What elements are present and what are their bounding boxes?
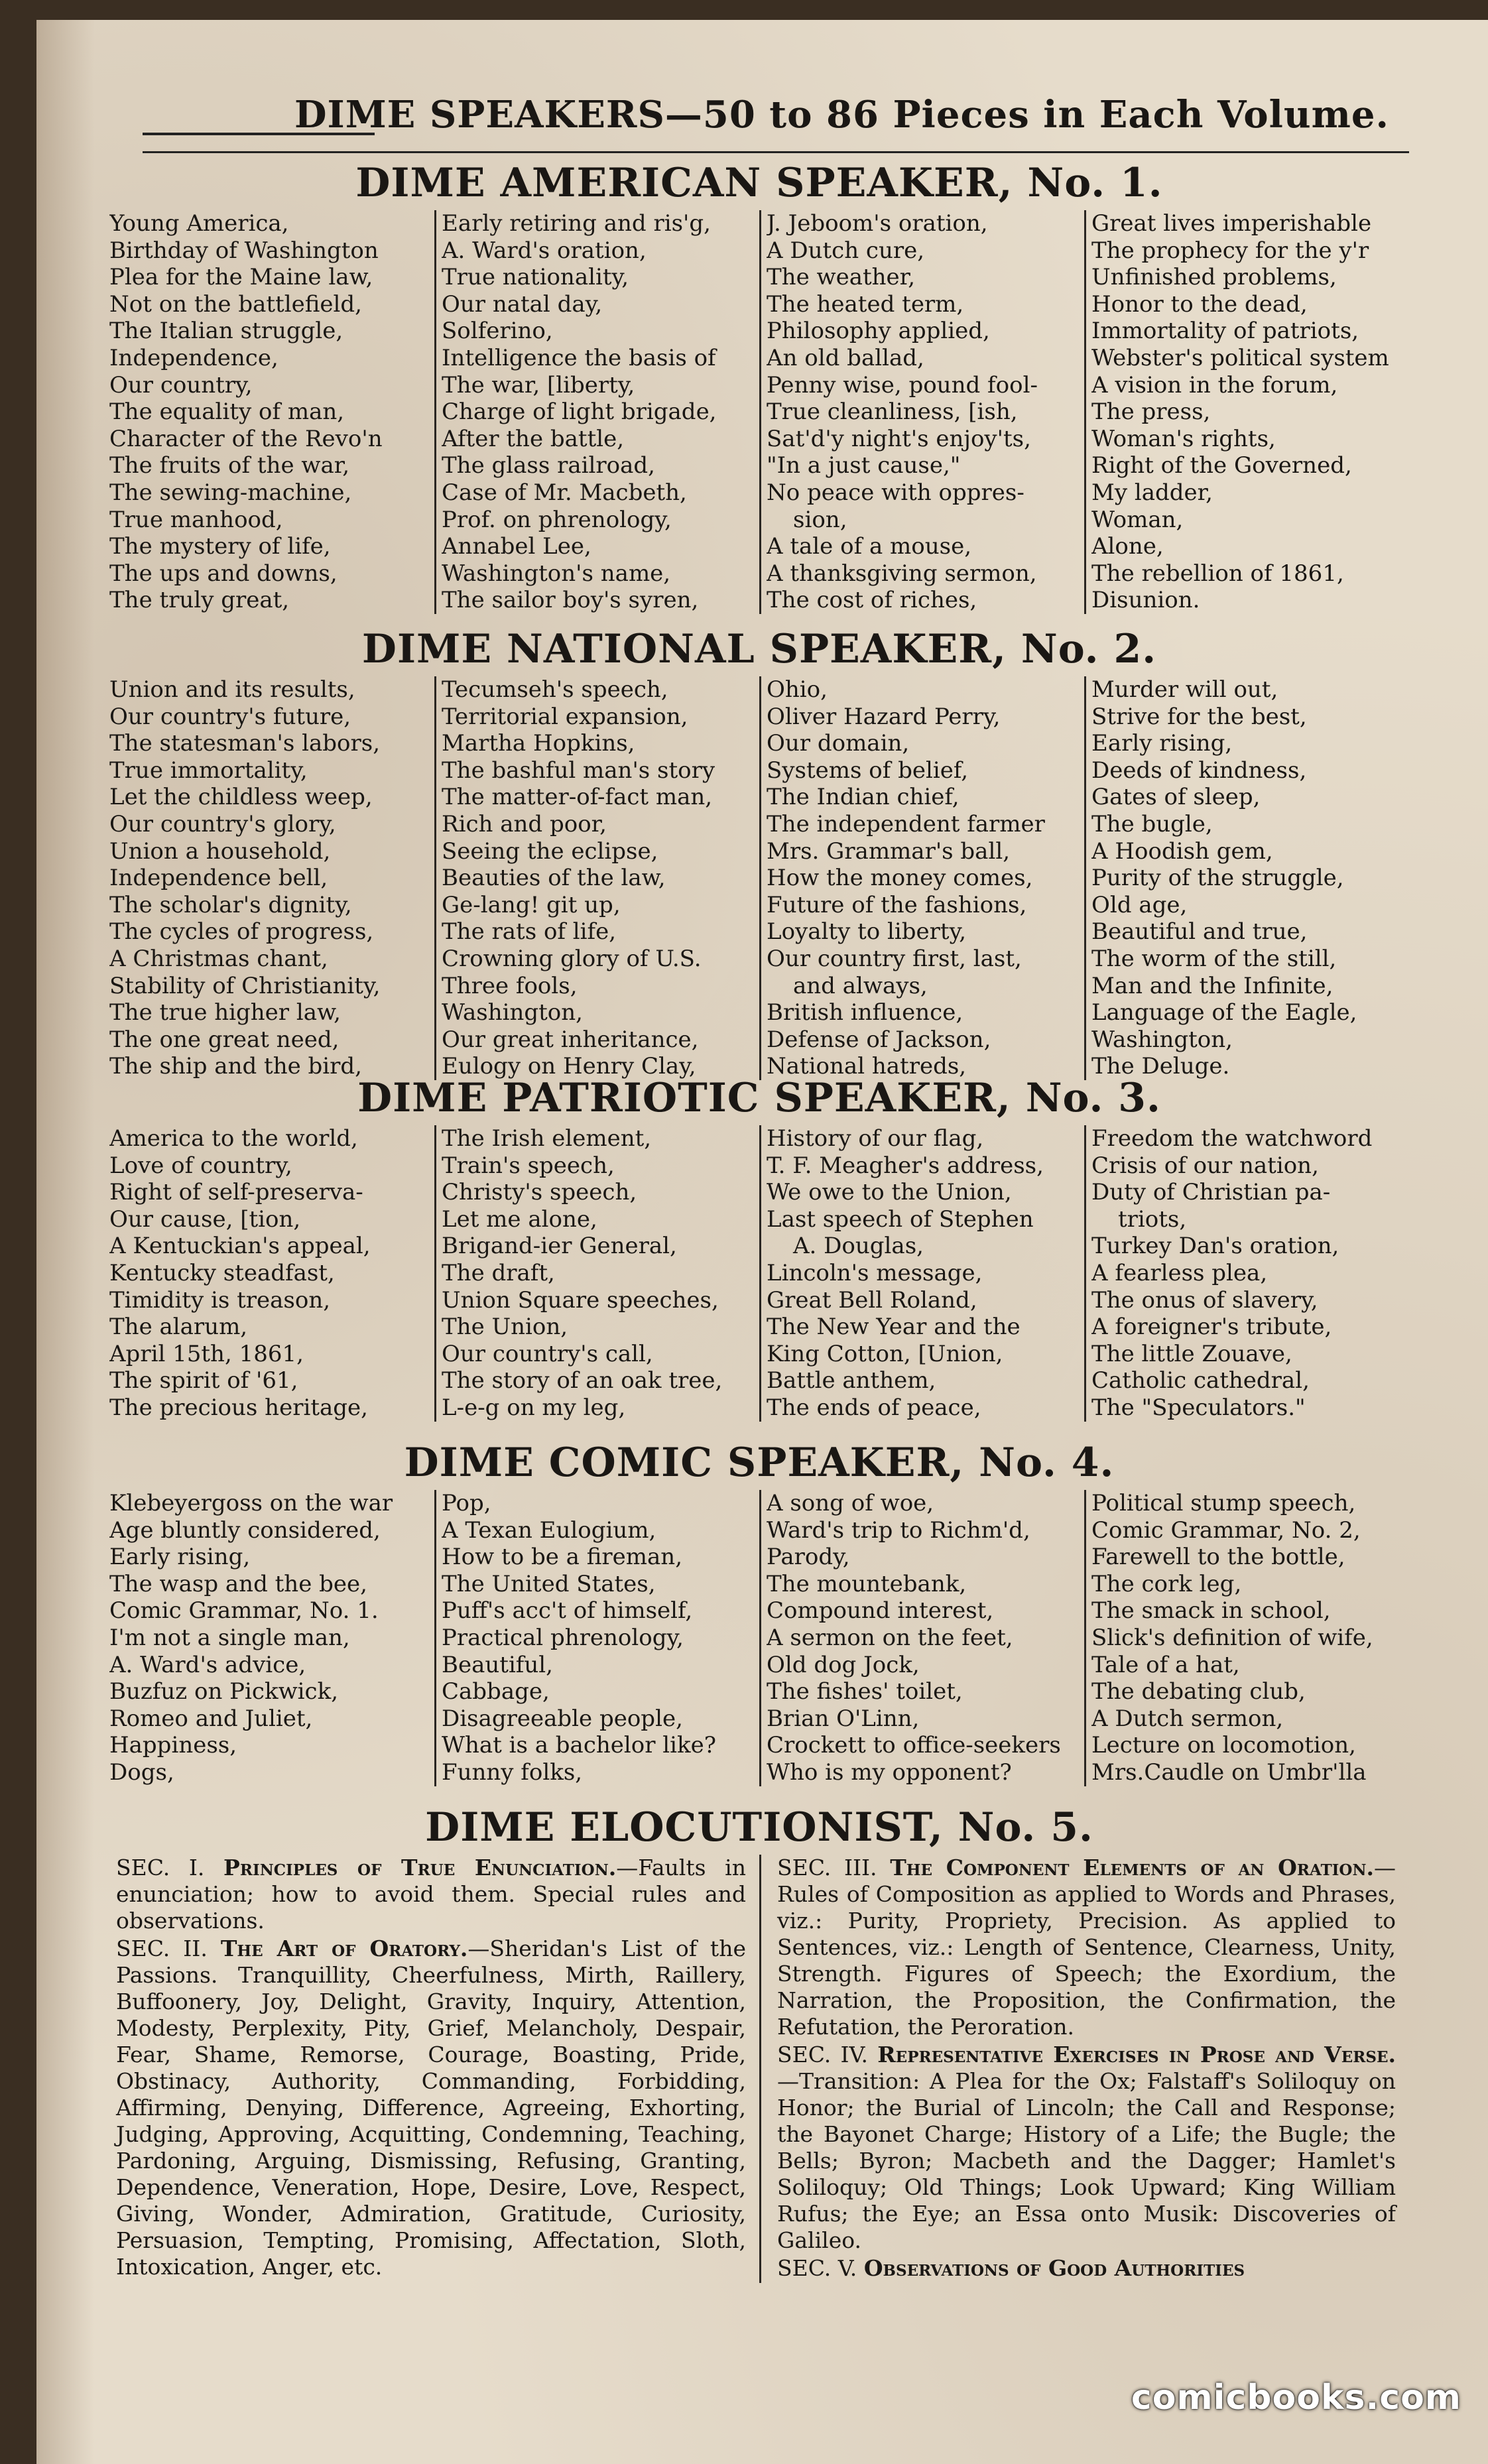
list-item: The onus of slavery, — [1091, 1286, 1318, 1314]
section-title: DIME COMIC SPEAKER, No. 4. — [404, 1440, 1115, 1486]
list-item: Happiness, — [109, 1732, 237, 1759]
column-4 — [1084, 1490, 1409, 1786]
list-item: The rats of life, — [442, 918, 617, 946]
list-item: Freedom the watchword — [1091, 1125, 1373, 1152]
list-item: Union a household, — [109, 837, 331, 865]
list-item: Love of country, — [109, 1152, 292, 1179]
list-item: Birthday of Washington — [109, 237, 379, 264]
section-columns — [109, 210, 1409, 614]
list-item: The one great need, — [109, 1026, 340, 1053]
list-item: Philosophy applied, — [767, 318, 990, 345]
list-item: A tale of a mouse, — [767, 533, 972, 560]
column-2 — [434, 676, 759, 1080]
list-item: We owe to the Union, — [767, 1179, 1012, 1206]
section-heading: The Component Elements of an Oration. — [890, 1855, 1374, 1880]
list-item: The scholar's dignity, — [109, 891, 352, 918]
list-item: The story of an oak tree, — [442, 1367, 723, 1394]
list-item: The fishes' toilet, — [767, 1678, 963, 1705]
list-item: Ward's trip to Richm'd, — [767, 1516, 1030, 1544]
list-item: Great lives imperishable — [1091, 210, 1372, 237]
list-item: Brian O'Linn, — [767, 1705, 920, 1732]
list-item: Political stump speech, — [1091, 1490, 1356, 1516]
list-item: Stability of Christianity, — [109, 972, 381, 999]
list-item: Our country's future, — [109, 703, 351, 730]
list-item: The mountebank, — [767, 1570, 967, 1597]
list-item: Union and its results, — [109, 676, 355, 703]
list-item: The war, [liberty, — [442, 371, 635, 399]
column-3 — [759, 676, 1084, 1080]
list-item: A. Ward's advice, — [109, 1651, 306, 1678]
list-item: Lincoln's message, — [767, 1259, 983, 1286]
list-item: Murder will out, — [1091, 676, 1278, 703]
list-item: Our domain, — [767, 730, 910, 757]
list-item: Our country, — [109, 371, 253, 399]
column-1 — [109, 1490, 434, 1786]
column-3 — [759, 210, 1084, 614]
section-title: DIME ELOCUTIONIST, No. 5. — [425, 1804, 1093, 1851]
list-item: Disagreeable people, — [442, 1705, 683, 1732]
list-item: King Cotton, [Union, — [767, 1340, 1003, 1367]
section-elocutionist — [109, 1800, 1409, 2283]
section-heading: Observations of Good Authorities — [863, 2255, 1245, 2281]
section-columns — [109, 1125, 1409, 1422]
list-item: Rich and poor, — [442, 810, 607, 837]
list-item: Eulogy on Henry Clay, — [442, 1053, 696, 1080]
list-item: Battle anthem, — [767, 1367, 936, 1394]
list-item: Intelligence the basis of — [442, 344, 716, 371]
list-item: A Christmas chant, — [109, 945, 328, 972]
section-american-speaker — [109, 156, 1409, 614]
list-item: History of our flag, — [767, 1125, 984, 1152]
list-item: Lecture on locomotion, — [1091, 1732, 1356, 1759]
list-item: Loyalty to liberty, — [767, 918, 967, 946]
list-item: The prophecy for the y'r — [1091, 237, 1369, 264]
list-item: T. F. Meagher's address, — [767, 1152, 1044, 1179]
list-item: How the money comes, — [767, 865, 1033, 892]
list-item: Plea for the Maine law, — [109, 264, 373, 291]
list-item: Oliver Hazard Perry, — [767, 703, 1001, 730]
column-3 — [759, 1125, 1084, 1422]
list-item: L-e-g on my leg, — [442, 1394, 626, 1421]
list-item: The New Year and the — [767, 1314, 1021, 1341]
list-item: Cabbage, — [442, 1678, 550, 1705]
list-item: The Union, — [442, 1314, 568, 1341]
list-item: A song of woe, — [767, 1490, 934, 1516]
list-item: Our great inheritance, — [442, 1026, 699, 1053]
list-item: A. Ward's oration, — [442, 237, 647, 264]
list-item: The bugle, — [1091, 810, 1213, 837]
elocution-right-column — [759, 1855, 1409, 2283]
list-item: Comic Grammar, No. 2, — [1091, 1516, 1361, 1544]
list-item: Old age, — [1091, 891, 1188, 918]
list-item: Duty of Christian pa- — [1091, 1179, 1331, 1206]
list-item: Mrs.Caudle on Umbr'lla — [1091, 1758, 1367, 1786]
section-title: DIME PATRIOTIC SPEAKER, No. 3. — [357, 1075, 1161, 1121]
list-item: Gates of sleep, — [1091, 784, 1261, 811]
list-item: The alarum, — [109, 1314, 248, 1341]
section-title: DIME NATIONAL SPEAKER, No. 2. — [361, 626, 1157, 672]
list-item: Great Bell Roland, — [767, 1286, 977, 1314]
list-item: I'm not a single man, — [109, 1624, 350, 1651]
list-item: Honor to the dead, — [1091, 290, 1308, 318]
section-label: SEC. I. — [116, 1855, 205, 1880]
section-label: SEC. IV. — [777, 2042, 869, 2067]
column-4 — [1084, 676, 1409, 1080]
list-item: The precious heritage, — [109, 1394, 368, 1421]
list-item: Farewell to the bottle, — [1091, 1544, 1345, 1571]
list-item: Parody, — [767, 1544, 850, 1571]
column-1 — [109, 210, 434, 614]
list-item: A Dutch cure, — [767, 237, 925, 264]
list-item: A sermon on the feet, — [767, 1624, 1013, 1651]
book-page — [36, 20, 1488, 2464]
list-item: Dogs, — [109, 1758, 174, 1786]
list-item: The sewing-machine, — [109, 479, 352, 506]
list-item: How to be a fireman, — [442, 1544, 683, 1571]
section-comic-speaker — [109, 1436, 1409, 1786]
list-item: Independence, — [109, 344, 279, 371]
elocution-left-column — [109, 1855, 759, 2283]
list-item: A thanksgiving sermon, — [767, 560, 1037, 587]
section-columns — [109, 1490, 1409, 1786]
list-item: April 15th, 1861, — [109, 1340, 304, 1367]
list-item: Beautiful and true, — [1091, 918, 1308, 946]
list-item: Slick's definition of wife, — [1091, 1624, 1373, 1651]
list-item: The fruits of the war, — [109, 452, 350, 479]
section-heading: Principles of True Enunciation. — [223, 1855, 617, 1880]
section-text: —Transition: A Plea for the Ox; Falstaff's Soliloquy on Honor; the Burial of Lincoln; the Call and Response; the Bayonet Charge; History of a Life; the Bugle; the Bells; Byron; Macbeth and the Dagger; Hamlet's Soliloquy; Old Things; Look Upward; King William Rufus; the Eye; an Essa onto Musik: Discoveries of Galileo. — [777, 2068, 1396, 2253]
list-item: Man and the Infinite, — [1091, 972, 1333, 999]
list-item: Kentucky steadfast, — [109, 1259, 335, 1286]
list-item: Washington, — [1091, 1026, 1233, 1053]
section-text: —Rules of Composition as applied to Words and Phrases, viz.: Purity, Propriety, Precision. As applied to Sentences, viz.: Length of Sentence, Clearness, Unity, Strength. Figures of Speech; the Exordium, the Narration, the Proposition, the Confirmation, the Refutation, the Peroration. — [777, 1855, 1396, 2040]
list-item: Tale of a hat, — [1091, 1651, 1240, 1678]
list-item: The bashful man's story — [442, 757, 715, 784]
list-item: Beautiful, — [442, 1651, 553, 1678]
list-item: Union Square speeches, — [442, 1286, 719, 1314]
list-item: Independence bell, — [109, 865, 328, 892]
header-rule — [143, 151, 1409, 153]
list-item: The cost of riches, — [767, 587, 977, 614]
list-item: Annabel Lee, — [442, 533, 591, 560]
list-item: Seeing the eclipse, — [442, 837, 658, 865]
list-item: Crowning glory of U.S. — [442, 945, 702, 972]
list-item: The equality of man, — [109, 399, 345, 426]
list-item: Disunion. — [1091, 587, 1200, 614]
column-3 — [759, 1490, 1084, 1786]
list-item: Let me alone, — [442, 1205, 597, 1233]
list-item: Right of the Governed, — [1091, 452, 1352, 479]
list-item: Case of Mr. Macbeth, — [442, 479, 687, 506]
section-label: SEC. V. — [777, 2255, 857, 2281]
section-national-speaker — [109, 622, 1409, 1080]
list-item: "In a just cause," — [767, 452, 961, 479]
list-item: A foreigner's tribute, — [1091, 1314, 1332, 1341]
list-item: The United States, — [442, 1570, 656, 1597]
section-paragraph — [116, 1855, 746, 1934]
list-item: Puff's acc't of himself, — [442, 1597, 693, 1625]
list-item: Compound interest, — [767, 1597, 994, 1625]
column-2 — [434, 1125, 759, 1422]
list-item: Unfinished problems, — [1091, 264, 1337, 291]
list-item: A vision in the forum, — [1091, 371, 1338, 399]
list-item: Crockett to office-seekers — [767, 1732, 1061, 1759]
column-4 — [1084, 210, 1409, 614]
list-item: The matter-of-fact man, — [442, 784, 713, 811]
running-head — [90, 86, 1409, 149]
list-item: The heated term, — [767, 290, 964, 318]
column-1 — [109, 1125, 434, 1422]
list-item: Turkey Dan's oration, — [1091, 1233, 1339, 1260]
list-item: After the battle, — [442, 425, 625, 452]
list-item: Our country's call, — [442, 1340, 653, 1367]
list-item: Future of the fashions, — [767, 891, 1027, 918]
column-2 — [434, 1490, 759, 1786]
list-item: Three fools, — [442, 972, 578, 999]
section-paragraph — [777, 2255, 1396, 2282]
section-paragraph — [777, 2042, 1396, 2254]
list-item: The press, — [1091, 399, 1211, 426]
column-4 — [1084, 1125, 1409, 1422]
list-item: Territorial expansion, — [442, 703, 688, 730]
list-item: True cleanliness, [ish, — [767, 399, 1018, 426]
list-item: The Indian chief, — [767, 784, 960, 811]
watermark: comicbooks.com — [1131, 2378, 1461, 2418]
list-item: Who is my opponent? — [767, 1758, 1012, 1786]
list-item: and always, — [793, 972, 928, 999]
list-item: Old dog Jock, — [767, 1651, 920, 1678]
section-text: —Sheridan's List of the Passions. Tranquillity, Cheerfulness, Mirth, Raillery, Buffoonery, Joy, Delight, Gravity, Inquiry, Attention, Modesty, Perplexity, Pity, Grief, Melancholy, Despair, Fear, Shame, Remorse, Courage, Boasting, Pride, Obstinacy, Authority, Commanding, Forbidding, Affirming, Denying, Difference, Agreeing, Exhorting, Judging, Approving, Acquitting, Condemning, Teaching, Pardoning, Arguing, Dismissing, Refusing, Granting, Dependence, Veneration, Hope, Desire, Love, Respect, Giving, Wonder, Admiration, Gratitude, Curiosity, Persuasion, Tempting, Promising, Affectation, Sloth, Intoxication, Anger, etc. — [116, 1936, 746, 2280]
list-item: The cork leg, — [1091, 1570, 1242, 1597]
list-item: The mystery of life, — [109, 533, 331, 560]
list-item: The sailor boy's syren, — [442, 587, 699, 614]
list-item: The independent farmer — [767, 810, 1045, 837]
list-item: The rebellion of 1861, — [1091, 560, 1344, 587]
list-item: A Kentuckian's appeal, — [109, 1233, 371, 1260]
list-item: A. Douglas, — [793, 1233, 924, 1260]
section-label: SEC. III. — [777, 1855, 877, 1880]
list-item: The cycles of progress, — [109, 918, 374, 946]
list-item: The worm of the still, — [1091, 945, 1337, 972]
list-item: Train's speech, — [442, 1152, 615, 1179]
list-item: Catholic cathedral, — [1091, 1367, 1310, 1394]
list-item: Buzfuz on Pickwick, — [109, 1678, 338, 1705]
list-item: Early rising, — [109, 1544, 251, 1571]
list-item: Beauties of the law, — [442, 865, 666, 892]
list-item: What is a bachelor like? — [442, 1732, 716, 1759]
list-item: Age bluntly considered, — [109, 1516, 381, 1544]
list-item: National hatreds, — [767, 1053, 967, 1080]
list-item: sion, — [793, 506, 847, 533]
list-item: The Deluge. — [1091, 1053, 1230, 1080]
list-item: Webster's political system — [1091, 344, 1389, 371]
column-2 — [434, 210, 759, 614]
list-item: The Irish element, — [442, 1125, 652, 1152]
list-item: The statesman's labors, — [109, 730, 381, 757]
list-item: Systems of belief, — [767, 757, 969, 784]
column-1 — [109, 676, 434, 1080]
list-item: America to the world, — [109, 1125, 358, 1152]
list-item: The weather, — [767, 264, 916, 291]
list-item: The "Speculators." — [1091, 1394, 1306, 1421]
list-item: Let the childless weep, — [109, 784, 373, 811]
list-item: The little Zouave, — [1091, 1340, 1292, 1367]
list-item: Last speech of Stephen — [767, 1205, 1034, 1233]
list-item: Young America, — [109, 210, 289, 237]
list-item: The truly great, — [109, 587, 290, 614]
elocution-columns — [109, 1855, 1409, 2283]
list-item: Brigand-ier General, — [442, 1233, 677, 1260]
section-columns — [109, 676, 1409, 1080]
list-item: The wasp and the bee, — [109, 1570, 367, 1597]
list-item: Our country's glory, — [109, 810, 336, 837]
list-item: Washington, — [442, 999, 583, 1026]
list-item: The ups and downs, — [109, 560, 338, 587]
list-item: Early retiring and ris'g, — [442, 210, 711, 237]
list-item: Klebeyergoss on the war — [109, 1490, 393, 1516]
list-item: Defense of Jackson, — [767, 1026, 991, 1053]
list-item: J. Jeboom's oration, — [767, 210, 988, 237]
list-item: Our country first, last, — [767, 945, 1022, 972]
list-item: Funny folks, — [442, 1758, 583, 1786]
list-item: Sat'd'y night's enjoy'ts, — [767, 425, 1031, 452]
list-item: The debating club, — [1091, 1678, 1306, 1705]
section-heading: Representative Exercises in Prose and Verse. — [877, 2042, 1396, 2067]
list-item: Ge-lang! git up, — [442, 891, 621, 918]
list-item: Christy's speech, — [442, 1179, 637, 1206]
list-item: triots, — [1118, 1205, 1187, 1233]
list-item: Pop, — [442, 1490, 491, 1516]
list-item: Charge of light brigade, — [442, 399, 717, 426]
list-item: Timidity is treason, — [109, 1286, 331, 1314]
list-item: Early rising, — [1091, 730, 1233, 757]
list-item: Purity of the struggle, — [1091, 865, 1344, 892]
section-heading: The Art of Oratory. — [220, 1936, 468, 1961]
list-item: The draft, — [442, 1259, 555, 1286]
list-item: Practical phrenology, — [442, 1624, 684, 1651]
list-item: Right of self-preserva- — [109, 1179, 363, 1206]
list-item: Language of the Eagle, — [1091, 999, 1357, 1026]
list-item: Character of the Revo'n — [109, 425, 383, 452]
list-item: The true higher law, — [109, 999, 341, 1026]
running-head-text: DIME SPEAKERS—50 to 86 Pieces in Each Volume. — [294, 93, 1389, 137]
section-label: SEC. II. — [116, 1936, 208, 1961]
list-item: Not on the battlefield, — [109, 290, 362, 318]
list-item: My ladder, — [1091, 479, 1213, 506]
section-text: —Faults in enunciation; how to avoid them. Special rules and observations. — [116, 1855, 746, 1934]
section-title: DIME AMERICAN SPEAKER, No. 1. — [355, 160, 1163, 206]
list-item: A Dutch sermon, — [1091, 1705, 1284, 1732]
list-item: Our natal day, — [442, 290, 603, 318]
list-item: Strive for the best, — [1091, 703, 1307, 730]
list-item: Prof. on phrenology, — [442, 506, 672, 533]
section-patriotic-speaker — [109, 1071, 1409, 1422]
list-item: Romeo and Juliet, — [109, 1705, 313, 1732]
list-item: The ship and the bird, — [109, 1053, 362, 1080]
list-item: An old ballad, — [767, 344, 924, 371]
list-item: No peace with oppres- — [767, 479, 1024, 506]
list-item: True nationality, — [442, 264, 629, 291]
list-item: The glass railroad, — [442, 452, 655, 479]
list-item: A Texan Eulogium, — [442, 1516, 656, 1544]
list-item: The spirit of '61, — [109, 1367, 298, 1394]
list-item: Washington's name, — [442, 560, 671, 587]
list-item: Crisis of our nation, — [1091, 1152, 1319, 1179]
list-item: True manhood, — [109, 506, 283, 533]
section-paragraph — [777, 1855, 1396, 2040]
list-item: Mrs. Grammar's ball, — [767, 837, 1011, 865]
list-item: Martha Hopkins, — [442, 730, 635, 757]
list-item: Our cause, [tion, — [109, 1205, 301, 1233]
list-item: Alone, — [1091, 533, 1164, 560]
section-paragraph — [116, 1936, 746, 2280]
list-item: The Italian struggle, — [109, 318, 343, 345]
list-item: Tecumseh's speech, — [442, 676, 668, 703]
list-item: Immortality of patriots, — [1091, 318, 1359, 345]
list-item: The smack in school, — [1091, 1597, 1331, 1625]
list-item: The ends of peace, — [767, 1394, 981, 1421]
list-item: Solferino, — [442, 318, 553, 345]
list-item: Ohio, — [767, 676, 828, 703]
list-item: Woman's rights, — [1091, 425, 1276, 452]
list-item: Deeds of kindness, — [1091, 757, 1307, 784]
list-item: A Hoodish gem, — [1091, 837, 1273, 865]
list-item: Woman, — [1091, 506, 1184, 533]
list-item: True immortality, — [109, 757, 308, 784]
list-item: A fearless plea, — [1091, 1259, 1268, 1286]
list-item: Comic Grammar, No. 1. — [109, 1597, 379, 1625]
list-item: British influence, — [767, 999, 963, 1026]
list-item: Penny wise, pound fool- — [767, 371, 1038, 399]
